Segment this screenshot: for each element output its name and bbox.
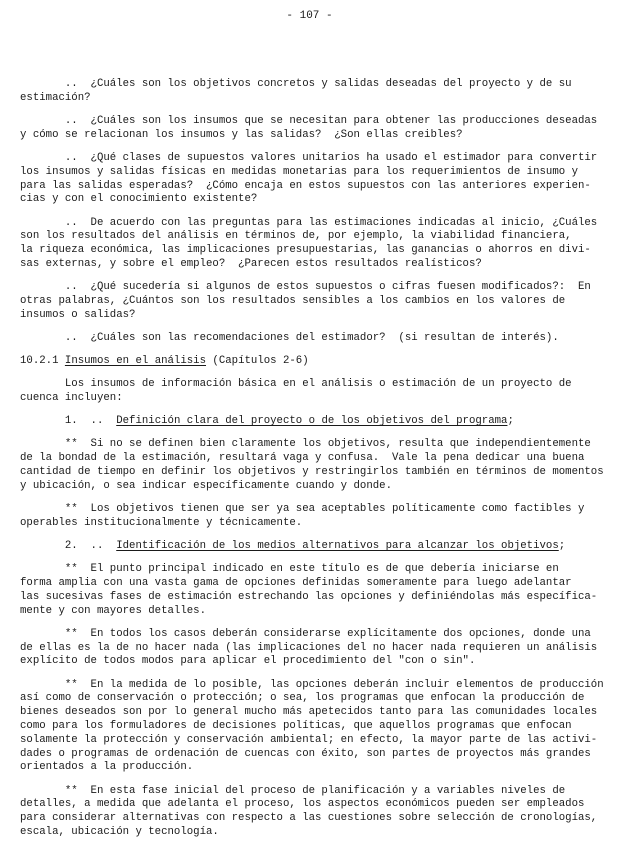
heading-prefix: 10.2.1	[20, 355, 65, 368]
heading-underlined: Definición clara del proyecto o de los objetivos del programa	[116, 415, 508, 428]
text-line: ** El punto principal indicado en este título es de que debería iniciarse en	[20, 563, 559, 576]
text-line: la riqueza económica, las implicaciones presupuestarias, las ganancias o ahorros en divi-	[20, 244, 591, 257]
heading-prefix: 2. ..	[20, 540, 117, 553]
section-heading	[20, 355, 600, 369]
document-body	[20, 78, 604, 849]
text-line: .. ¿Qué sucedería si algunos de estos supuestos o cifras fuesen modificados?: En	[20, 281, 591, 294]
text-line: para considerar alternativas con respecto a las cuestiones sobre selección de cronologías,	[20, 812, 598, 825]
text-line: dades o programas de ordenación de cuencas con éxito, son partes de proyectos más grandes	[20, 747, 591, 760]
paragraph	[20, 503, 600, 531]
text-line: .. ¿Cuáles son los insumos que se necesitan para obtener las producciones deseadas	[20, 114, 598, 127]
paragraph	[20, 332, 600, 346]
text-line: orientados a la producción.	[20, 761, 194, 774]
page-number: - 107 -	[286, 10, 333, 22]
text-line: y ubicación, o sea indicar específicamente cuando y donde.	[20, 479, 392, 492]
text-line: estimación?	[20, 91, 91, 104]
text-line: detalles, a medida que adelanta el proceso, los aspectos económicos pueden ser empleados	[20, 798, 585, 811]
heading-prefix: 1. ..	[20, 415, 117, 428]
paragraph	[20, 78, 600, 106]
text-line: de la bondad de la estimación, resultará vaga y confusa. Vale la pena dedicar una buena	[20, 452, 585, 465]
text-line: Los insumos de información básica en el análisis o estimación de un proyecto de	[20, 378, 572, 391]
text-line: forma amplia con una vasta gama de opciones definidas someramente para luego adelantar	[20, 577, 572, 589]
paragraph	[20, 438, 604, 493]
section-heading	[20, 540, 600, 554]
text-line: las sucesivas fases de estimación estrechando las opciones y definiéndolas más específica-	[20, 590, 598, 603]
heading-line	[20, 415, 600, 429]
heading-suffix: ;	[558, 540, 566, 553]
text-line: así como de conservación o protección; o sea, los programas que enfocan la producción de	[20, 692, 585, 705]
paragraph	[20, 115, 600, 143]
text-line: ** En la medida de lo posible, las opciones deberán incluir elementos de producción	[20, 678, 604, 691]
text-line: insumos o salidas?	[20, 308, 136, 321]
text-line: escala, ubicación y tecnología.	[20, 825, 219, 838]
text-line: sas externas, y sobre el empleo? ¿Parecen estos resultados realísticos?	[20, 257, 482, 270]
text-line: explícito de todos modos para aplicar el procedimiento del "con o sin".	[20, 655, 476, 668]
paragraph	[20, 152, 600, 207]
heading-suffix: ;	[507, 415, 514, 428]
section-heading	[20, 415, 600, 429]
text-line: los insumos y salidas físicas en medidas monetarias para los requerimientos de insumo y	[20, 165, 578, 178]
text-line: ** En todos los casos deberán considerarse explícitamente dos opciones, donde una	[20, 627, 591, 640]
heading-line	[20, 540, 600, 554]
text-line: operables institucionalmente y técnicamente.	[20, 516, 303, 529]
text-line: mente y con mayores detalles.	[20, 604, 206, 617]
text-line: son los resultados del análisis en términos de, por ejemplo, la viabilidad financiera,	[20, 230, 572, 243]
paragraph	[20, 678, 604, 776]
text-line: ** Los objetivos tienen que ser ya sea aceptables políticamente como factibles y	[20, 503, 585, 516]
text-line: para las salidas esperadas? ¿Cómo encaja en estos supuestos con las anteriores experien-	[20, 179, 591, 192]
paragraph	[20, 628, 600, 669]
text-line: .. ¿Qué clases de supuestos valores unitarios ha usado el estimador para convertir	[20, 151, 598, 164]
heading-suffix: (Capítulos 2-6)	[206, 355, 309, 368]
text-line: y cómo se relacionan los insumos y las salidas? ¿Son ellas creibles?	[20, 128, 463, 141]
paragraph	[20, 785, 600, 840]
text-line: ** En esta fase inicial del proceso de planificación y a variables niveles de	[20, 784, 566, 797]
text-line: bienes deseados son por lo general mucho más apetecidos tanto para las comunidades locales	[20, 706, 598, 719]
text-line: solamente la protección y conservación ambiental; en efecto, la mayor parte de las activi-	[20, 733, 598, 746]
heading-line	[20, 355, 600, 369]
text-line: otras palabras, ¿Cuántos son los resultados sensibles a los cambios en los valores de	[20, 294, 566, 307]
text-line: cuenca incluyen:	[20, 392, 123, 405]
text-line: .. De acuerdo con las preguntas para las estimaciones indicadas al inicio, ¿Cuáles	[20, 216, 598, 229]
paragraph	[20, 281, 600, 322]
text-line: de ellas es la de no hacer nada (las implicaciones del no hacer nada requieren un análisis	[20, 641, 598, 654]
text-line: .. ¿Cuáles son los objetivos concretos y salidas deseadas del proyecto y de su	[20, 78, 572, 90]
text-line: ** Si no se definen bien claramente los objetivos, resulta que independientemente	[20, 438, 591, 451]
text-line: .. ¿Cuáles son las recomendaciones del estimador? (si resultan de interés).	[20, 331, 559, 344]
heading-underlined: Insumos en el análisis	[64, 355, 207, 368]
paragraph	[20, 378, 600, 406]
text-line: cias y con el conocimiento existente?	[20, 193, 258, 206]
heading-underlined: Identificación de los medios alternativos para alcanzar los objetivos	[116, 540, 559, 553]
text-line: como para los formuladores de decisiones políticas, que aquellos programas que enfocan	[20, 719, 572, 732]
paragraph	[20, 563, 600, 618]
paragraph	[20, 217, 600, 272]
text-line: cantidad de tiempo en definir los objetivos y restringirlos también en términos de momentos	[20, 466, 604, 479]
